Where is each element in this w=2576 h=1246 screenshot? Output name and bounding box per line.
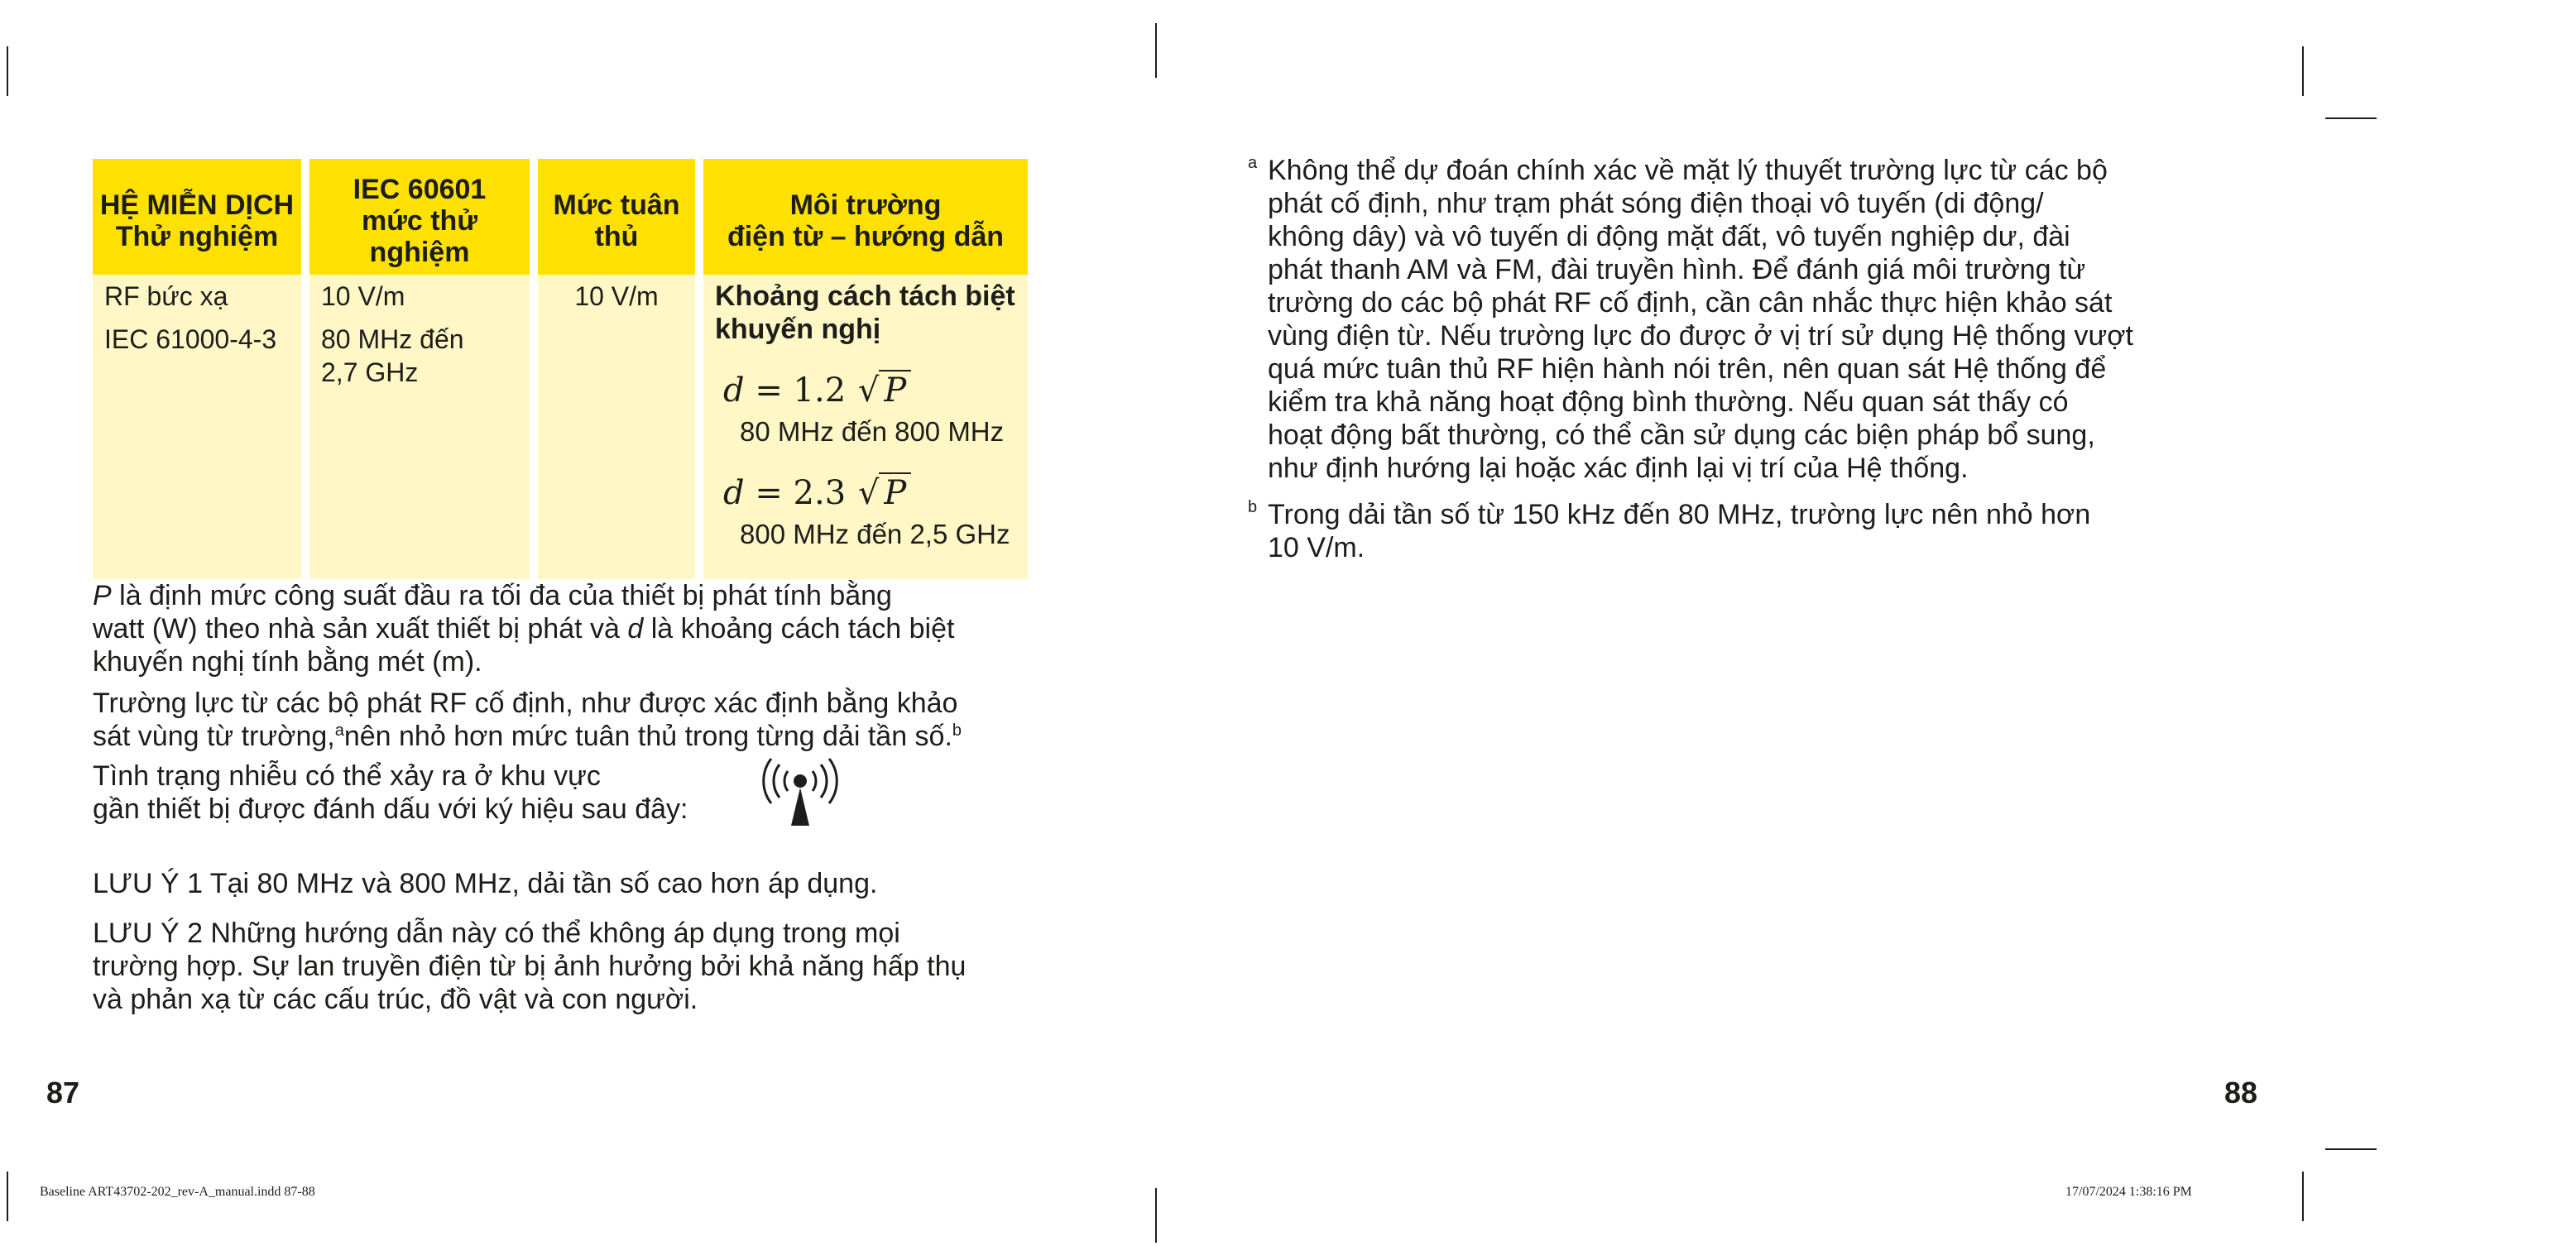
paragraph-field-strength: Trường lực từ các bộ phát RF cố định, như được xác định bằng khảo sát vùng từ trường,$^a$nên nhỏ hơn mức tuân thủ trong từng dải tần số.$^b$ [93,688,962,752]
header-compliance-level: Mức tuân thủ [538,159,695,275]
formula-1-range: 80 MHz đến 800 MHz [740,416,1005,447]
footnote-a: $^a$ Không thể dự đoán chính xác về mặt lý thuyết trường lực từ các bộ phát cố định, như trạm phát sóng điện thoại vô tuyến (di động/ không dây) và vô tuyến di động mặt đất, vô tuyến nghiệp dư, đài phát thanh AM và FM, đài truyền hình. Để đánh giá môi trường từ trường do các bộ phát RF cố định, cần cân nhắc thực hiện khảo sát vùng điện từ. Nếu trường lực đo được ở vị trí sử dụng Hệ thống vượt quá mức tuân thủ RF hiện hành nói trên, nên quan sát Hệ thống để kiểm tra khả năng hoạt động bình thường. Nếu quan sát thấy có hoạt động bất thường, có thể cần sử dụng các biện pháp bổ sung, như định hướng lại hoặc xác định lại vị trí của Hệ thống. [1248,154,2133,484]
note-1: LƯU Ý 1 Tại 80 MHz và 800 MHz, dải tần số cao hơn áp dụng. [93,868,878,899]
paragraph-power-definition: P là định mức công suất đầu ra tối đa của thiết bị phát tính bằng watt (W) theo nhà sản xuất thiết bị phát và d là khoảng cách tách biệt khuyến nghị tính bằng mét (m). [93,580,955,678]
cell-immunity-test: RF bức xạ IEC 61000-4-3 [93,275,301,579]
crop-mark [2325,117,2377,119]
cell-test-level: 10 V/m 80 MHz đến 2,7 GHz [309,275,530,579]
slug-filename: Baseline ART43702-202_rev-A_manual.indd 87-88 [40,1185,315,1199]
crop-mark [2302,46,2304,96]
page-number-right: 88 [2224,1076,2258,1109]
header-em-environment-guidance: Môi trường điện từ – hướng dẫn [703,159,1028,275]
crop-mark [1155,23,1157,78]
formula-2: d = 2.3 √ P [723,473,1016,513]
crop-mark [7,46,8,96]
crop-mark [2302,1172,2304,1221]
crop-mark [1155,1188,1157,1243]
page-number-left: 87 [46,1076,80,1109]
formula-2-range: 800 MHz đến 2,5 GHz [740,519,1010,549]
non-ionizing-radiation-icon [760,756,841,827]
cell-compliance-level: 10 V/m [538,275,695,579]
footnote-b: $^b$ Trong dải tần số từ 150 kHz đến 80 MHz, trường lực nên nhỏ hơn 10 V/m. [1248,498,2091,563]
crop-mark [7,1172,8,1221]
formula-1: d = 1.2 √ P [723,371,1016,410]
cell-guidance: Khoảng cách tách biệt khuyến nghị d = 1.2 √ P 80 MHz đến 800 MHz d = 2.3 √ P 800 MHz đến 2,5 GHz [703,275,1028,579]
paragraph-interference: Tình trạng nhiễu có thể xảy ra ở khu vực gần thiết bị được đánh dấu với ký hiệu sau đây: [93,760,688,825]
note-2: LƯU Ý 2 Những hướng dẫn này có thể không áp dụng trong mọi trường hợp. Sự lan truyền điện từ bị ảnh hưởng bởi khả năng hấp thụ và phản xạ từ các cấu trúc, đồ vật và con người. [93,918,967,1015]
slug-timestamp: 17/07/2024 1:38:16 PM [2065,1185,2192,1199]
immunity-table [84,159,1036,579]
crop-mark [2325,1148,2377,1150]
header-immunity-test: HỆ MIỄN DỊCH Thử nghiệm [93,159,301,275]
header-test-level: IEC 60601 mức thử nghiệm [309,159,530,275]
table-row [93,275,1028,579]
table-header-row [93,159,1028,275]
